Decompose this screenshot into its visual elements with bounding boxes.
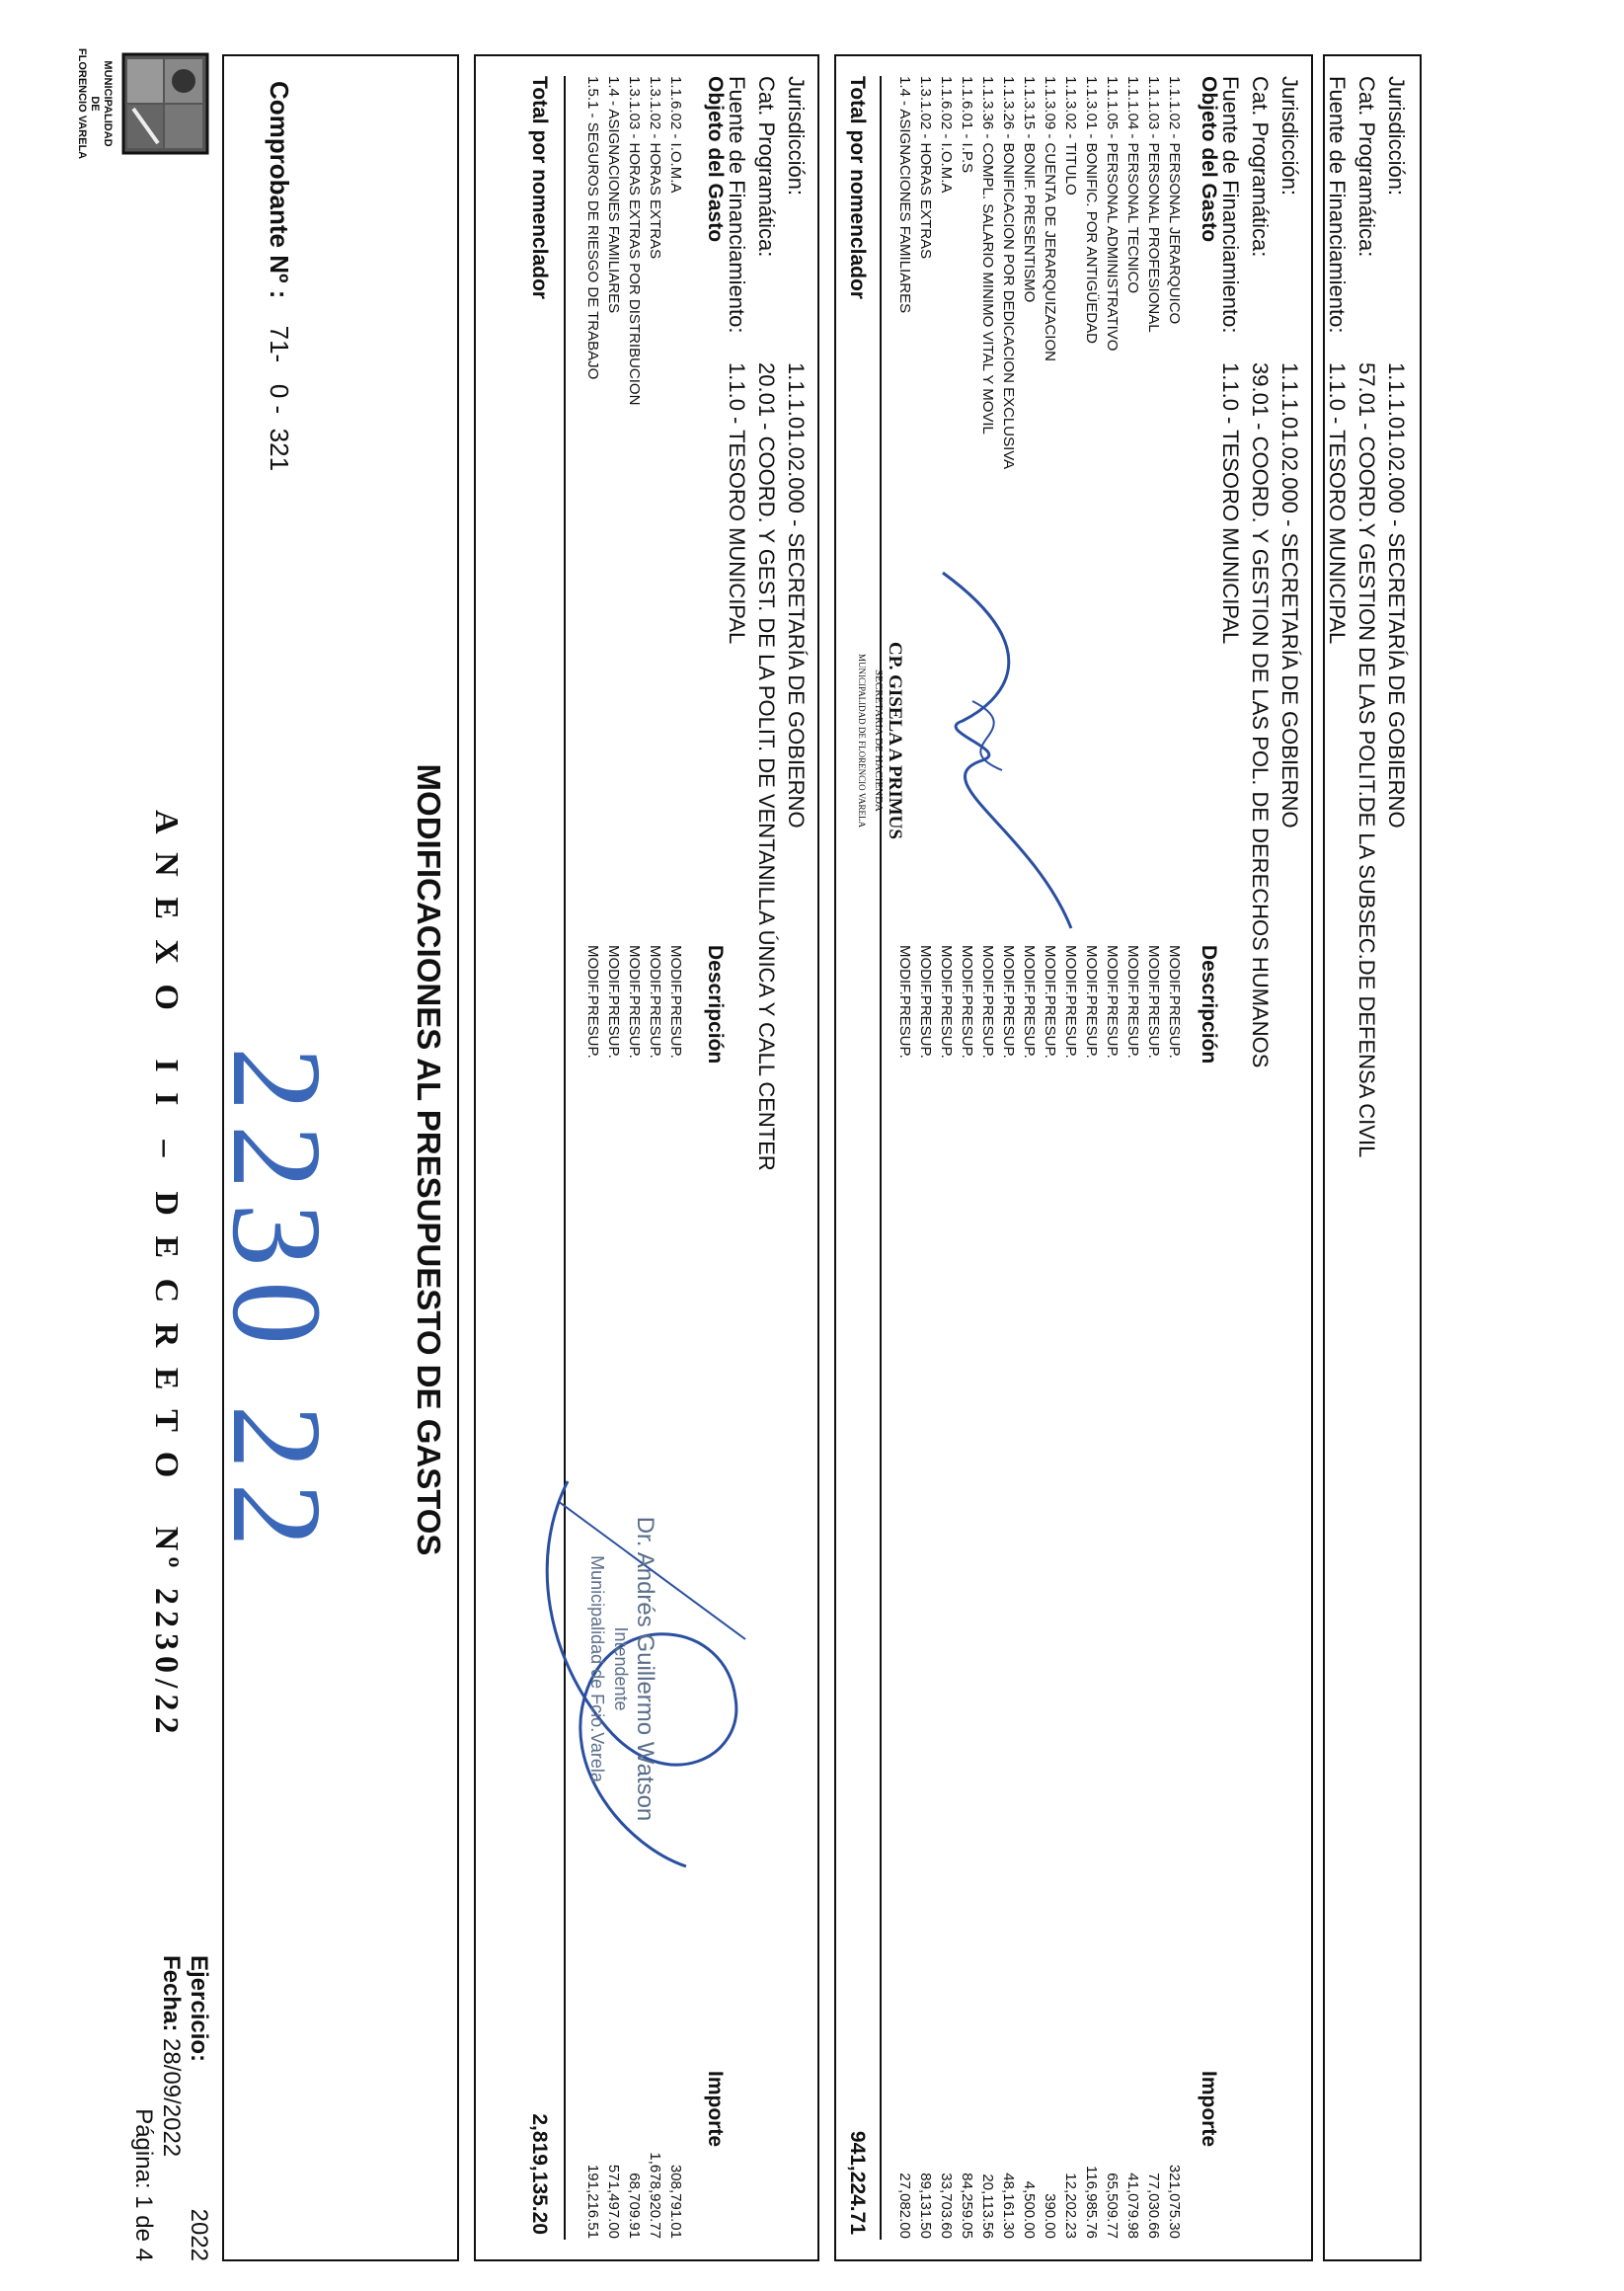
right-signer-org: Municipalidad de Fcio.Varela	[587, 1555, 607, 1782]
comprobante-label: Comprobante Nº :	[265, 81, 294, 299]
importe-cell: 321,075.30	[1166, 2164, 1183, 2239]
fecha-label: Fecha:	[158, 1955, 185, 2032]
cat-programatica-value: 39.01 - COORD. Y GESTION DE LAS POL. DE DERECHOS HUMANOS	[1248, 362, 1273, 1068]
importe-cell: 65,509.77	[1104, 2172, 1121, 2239]
section-2-total: 941,224.71	[846, 2130, 869, 2235]
objeto-cell: 1.4 - ASIGNACIONES FAMILIARES	[896, 76, 913, 314]
objeto-cell: 1.1.6.01 - I.P.S	[959, 76, 975, 174]
ejercicio-label: Ejercicio:	[186, 1955, 212, 2063]
municipal-logo	[25, 40, 212, 168]
fuente-label: Fuente de Financiamiento:	[725, 76, 749, 334]
total-label: Total por nomenclador	[528, 76, 551, 299]
jurisdiccion-value: 1.1.1.01.02.000 - SECRETARÍA DE GOBIERNO	[1384, 362, 1409, 829]
jurisdiccion-label: Jurisdicción:	[1384, 76, 1409, 197]
descripcion-cell: MODIF.PRESUP.	[1062, 945, 1079, 1059]
descripcion-cell: MODIF.PRESUP.	[1104, 945, 1121, 1059]
importe-cell: 77,030.66	[1145, 2172, 1162, 2239]
importe-cell: 89,131.50	[917, 2172, 934, 2239]
objeto-cell: 1.3.1.02 - HORAS EXTRAS	[917, 76, 934, 260]
objeto-cell: 1.1.6.02 - I.O.M.A	[938, 76, 955, 194]
cat-programatica-label: Cat. Programática:	[754, 76, 779, 258]
cat-programatica-label: Cat. Programática:	[1248, 76, 1273, 258]
importe-cell: 41,079.98	[1124, 2172, 1141, 2239]
fuente-label: Fuente de Financiamiento:	[1325, 76, 1350, 334]
fuente-label: Fuente de Financiamiento:	[1218, 76, 1243, 334]
document-meta	[129, 1955, 212, 2261]
signature-scribble-left	[893, 533, 1091, 948]
objeto-cell: 1.1.3.09 - CUENTA DE JERARQUIZACION	[1042, 76, 1058, 361]
comprobante-value: 71- 0 - 321	[265, 325, 294, 472]
cat-programatica-value: 57.01 - COORD.Y GESTION DE LAS POLIT.DE LA SUBSEC.DE DEFENSA CIVIL	[1354, 362, 1379, 1158]
col-descripcion: Descripción	[1198, 945, 1220, 1065]
crest-icon	[118, 49, 212, 158]
descripcion-cell: MODIF.PRESUP.	[667, 945, 684, 1059]
importe-cell: 191,216.51	[584, 2164, 601, 2239]
importe-cell: 390.00	[1042, 2193, 1058, 2239]
descripcion-cell: MODIF.PRESUP.	[1021, 945, 1038, 1059]
table-row	[647, 76, 663, 259]
left-signer-role: SECRETARIA DE HACIENDA	[873, 670, 885, 812]
total-label: Total por nomenclador	[846, 76, 869, 299]
descripcion-cell: MODIF.PRESUP.	[959, 945, 975, 1059]
right-signer-name: Dr. Andrés Guillermo Watson	[632, 1516, 658, 1822]
municipality-line-3: FLORENCIO VARELA	[76, 47, 88, 160]
objeto-cell: 1.1.3.26 - BONIFICACION POR DEDICACION EXCLUSIVA	[1000, 76, 1017, 470]
fuente-value: 1.1.0 - TESORO MUNICIPAL	[725, 362, 749, 645]
importe-cell: 308,791.01	[667, 2164, 684, 2239]
jurisdiccion-value: 1.1.1.01.02.000 - SECRETARÍA DE GOBIERNO	[1277, 362, 1302, 829]
jurisdiccion-value: 1.1.1.01.02.000 - SECRETARÍA DE GOBIERNO	[784, 362, 809, 829]
cat-programatica-value: 20.01 - COORD. Y GEST. DE LA POLIT. DE VENTANILLA ÚNICA Y CALL CENTER	[754, 362, 779, 1171]
signature-left	[834, 533, 1091, 948]
objeto-cell: 1.1.3.02 - TITULO	[1062, 76, 1079, 196]
header-box	[222, 54, 459, 2261]
col-importe: Importe	[704, 2071, 727, 2148]
objeto-cell: 1.1.3.36 - COMPL. SALARIO MINIMO VITAL Y MOVIL	[979, 76, 996, 434]
descripcion-cell: MODIF.PRESUP.	[647, 945, 663, 1059]
cat-programatica-label: Cat. Programática:	[1354, 76, 1379, 258]
fecha-value: 28/09/2022	[158, 2038, 185, 2158]
descripcion-cell: MODIF.PRESUP.	[1166, 945, 1183, 1059]
objeto-cell: 1.1.3.15 - BONIF. PRESENTISMO	[1021, 76, 1038, 303]
objeto-cell: 1.1.1.04 - PERSONAL TECNICO	[1124, 76, 1141, 294]
section-2	[834, 54, 1313, 2261]
descripcion-cell: MODIF.PRESUP.	[584, 945, 601, 1059]
objeto-cell: 1.1.1.05 - PERSONAL ADMINISTRATIVO	[1104, 76, 1121, 352]
section-3	[1323, 54, 1422, 2261]
table-row	[626, 76, 643, 405]
section-1-total: 2,819,135.20	[528, 2113, 551, 2235]
table-row	[605, 76, 622, 313]
table-row	[584, 76, 601, 379]
fuente-value: 1.1.0 - TESORO MUNICIPAL	[1325, 362, 1350, 645]
col-objeto: Objeto del Gasto	[1198, 76, 1220, 243]
handwritten-decree-number: 2230 22	[205, 1047, 348, 1561]
fuente-value: 1.1.0 - TESORO MUNICIPAL	[1218, 362, 1243, 645]
section-1	[474, 54, 819, 2261]
descripcion-cell: MODIF.PRESUP.	[979, 945, 996, 1059]
importe-cell: 20,113.56	[979, 2173, 996, 2239]
objeto-cell: 1.3.1.03 - HORAS EXTRAS POR DISTRIBUCION	[626, 76, 643, 406]
descripcion-cell: MODIF.PRESUP.	[1000, 945, 1017, 1059]
left-signer-org: MUNICIPALIDAD DE FLORENCIO VARELA	[857, 653, 867, 829]
objeto-cell: 1.1.1.03 - PERSONAL PROFESIONAL	[1145, 76, 1162, 333]
objeto-cell: 1.4 - ASIGNACIONES FAMILIARES	[605, 76, 622, 314]
objeto-cell: 1.3.1.02 - HORAS EXTRAS	[647, 76, 663, 260]
objeto-cell: 1.1.6.02 - I.O.M.A	[667, 76, 684, 194]
main-title: MODIFICACIONES AL PRESUPUESTO DE GASTOS	[411, 763, 447, 1556]
right-signer-role: Intendente	[611, 1626, 631, 1711]
jurisdiccion-label: Jurisdicción:	[784, 76, 809, 197]
jurisdiccion-label: Jurisdicción:	[1277, 76, 1302, 197]
annex-title: A N E X O I I – D E C R E T O Nº 2230/22	[148, 810, 185, 1740]
importe-cell: 4,500.00	[1021, 2180, 1038, 2239]
col-importe: Importe	[1198, 2071, 1220, 2148]
table-row	[667, 76, 684, 193]
importe-cell: 68,709.91	[626, 2172, 643, 2239]
objeto-cell: 1.1.1.02 - PERSONAL JERARQUICO	[1166, 76, 1183, 325]
importe-cell: 116,985.76	[1083, 2166, 1100, 2239]
importe-cell: 12,202.23	[1062, 2172, 1079, 2239]
descripcion-cell: MODIF.PRESUP.	[896, 945, 913, 1059]
descripcion-cell: MODIF.PRESUP.	[938, 945, 955, 1059]
left-signer-name: CP. GISELA A PRIMUS	[885, 642, 905, 839]
importe-cell: 1,678,920.77	[647, 2152, 663, 2239]
descripcion-cell: MODIF.PRESUP.	[626, 945, 643, 1059]
descripcion-cell: MODIF.PRESUP.	[917, 945, 934, 1059]
col-descripcion: Descripción	[704, 945, 727, 1065]
importe-cell: 27,082.00	[896, 2172, 913, 2239]
descripcion-cell: MODIF.PRESUP.	[605, 945, 622, 1059]
section-2-rows	[887, 76, 1183, 2239]
municipality-line-1: MUNICIPALIDAD	[102, 60, 114, 147]
importe-cell: 48,161.30	[1000, 2172, 1017, 2239]
descripcion-cell: MODIF.PRESUP.	[1145, 945, 1162, 1059]
descripcion-cell: MODIF.PRESUP.	[1124, 945, 1141, 1059]
objeto-cell: 1.1.3.01 - BONIFIC. POR ANTIGÜEDAD	[1083, 76, 1100, 344]
descripcion-cell: MODIF.PRESUP.	[1042, 945, 1058, 1059]
objeto-cell: 1.5.1 - SEGUROS DE RIESGO DE TRABAJO	[584, 76, 601, 380]
col-objeto: Objeto del Gasto	[704, 76, 727, 243]
municipality-line-2: DE	[89, 96, 101, 112]
importe-cell: 571,497.00	[605, 2164, 622, 2239]
signature-right	[479, 1442, 805, 1896]
ejercicio-value: 2022	[186, 2208, 212, 2261]
importe-cell: 33,703.60	[938, 2172, 955, 2239]
page-number: Página: 1 de 4	[130, 2108, 157, 2261]
importe-cell: 84,259.05	[959, 2172, 975, 2239]
descripcion-cell: MODIF.PRESUP.	[1083, 945, 1100, 1059]
